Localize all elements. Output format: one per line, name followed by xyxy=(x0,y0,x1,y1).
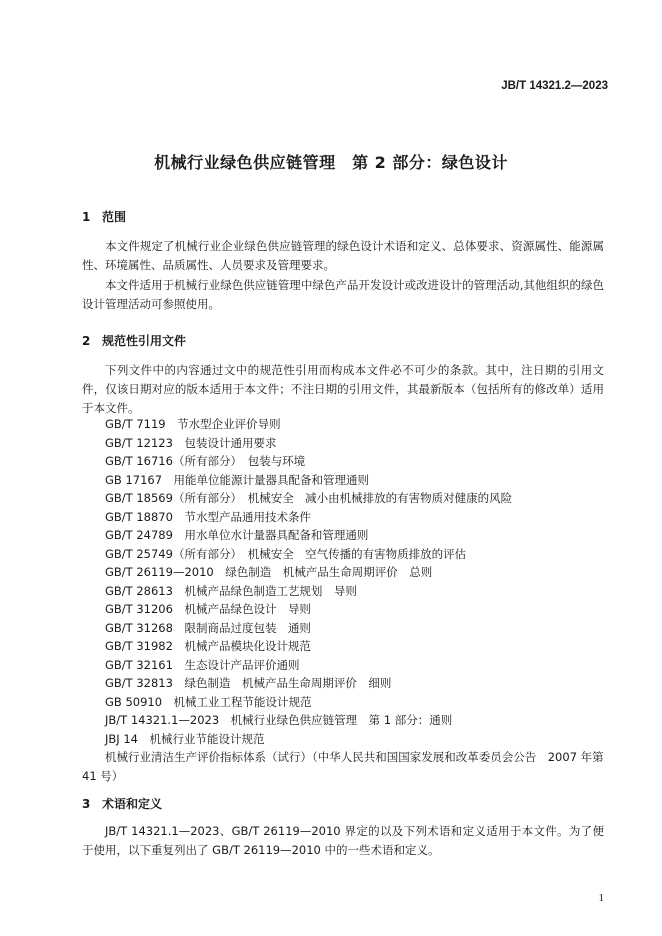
section-number: 3 xyxy=(82,797,91,811)
reference-item: GB/T 26119—2010 绿色制造 机械产品生命周期评价 总则 xyxy=(105,565,433,579)
reference-item: JB/T 14321.1—2023 机械行业绿色供应链管理 第 1 部分：通则 xyxy=(105,713,453,727)
scope-paragraph-1: 本文件规定了机械行业企业绿色供应链管理的绿色设计术语和定义、总体要求、资源属性、能源属性、环境属性、品质属性、人员要求及管理要求。 xyxy=(82,239,604,272)
reference-list xyxy=(82,415,604,785)
section-number: 2 xyxy=(82,334,91,348)
reference-item: GB/T 31206 机械产品绿色设计 导则 xyxy=(105,602,311,616)
reference-item: JBJ 14 机械行业节能设计规范 xyxy=(105,731,265,746)
reference-item: GB/T 18870 节水型产品通用技术条件 xyxy=(105,509,311,524)
section-title: 术语和定义 xyxy=(102,797,163,811)
scope-paragraph-2: 本文件适用于机械行业绿色供应链管理中绿色产品开发设计或改进设计的管理活动,其他组织的绿色设计管理活动可参照使用。 xyxy=(82,278,604,311)
section-title: 规范性引用文件 xyxy=(102,334,187,348)
normative-intro: 下列文件中的内容通过文中的规范性引用而构成本文件必不可少的条款。其中，注日期的引用文件，仅该日期对应的版本适用于本文件；不注日期的引用文件，其最新版本（包括所有的修改单）适用于本文件。 xyxy=(82,363,604,415)
document-title: 机械行业绿色供应链管理 第 2 部分：绿色设计 xyxy=(154,153,508,172)
reference-item: GB/T 31982 机械产品模块化设计规范 xyxy=(105,639,311,653)
reference-item: GB/T 25749（所有部分） 机械安全 空气传播的有害物质排放的评估 xyxy=(105,546,467,561)
reference-item: GB/T 18569（所有部分） 机械安全 减小由机械排放的有害物质对健康的风险 xyxy=(105,491,513,505)
reference-item: GB 50910 机械工业工程节能设计规范 xyxy=(105,694,312,709)
reference-item: GB/T 16716（所有部分） 包装与环境 xyxy=(105,454,306,468)
reference-item: GB/T 28613 机械产品绿色制造工艺规划 导则 xyxy=(105,583,357,598)
section-1-heading xyxy=(82,208,126,225)
standard-code: JB/T 14321.2—2023 xyxy=(501,80,608,92)
reference-item: GB/T 12123 包装设计通用要求 xyxy=(105,435,277,450)
reference-item: GB/T 7119 节水型企业评价导则 xyxy=(105,417,281,431)
reference-item: 机械行业清洁生产评价指标体系（试行）（中华人民共和国国家发展和改革委员会公告 2007 年第 41 号） xyxy=(82,750,604,783)
page-number: 1 xyxy=(598,892,604,904)
reference-item: GB/T 32813 绿色制造 机械产品生命周期评价 细则 xyxy=(105,676,392,690)
reference-item: GB/T 32161 生态设计产品评价通则 xyxy=(105,657,300,672)
section-number: 1 xyxy=(82,210,91,224)
reference-item: GB 17167 用能单位能源计量器具配备和管理通则 xyxy=(105,472,370,487)
terms-paragraph: JB/T 14321.1—2023、GB/T 26119—2010 界定的以及下列术语和定义适用于本文件。为了便于使用，以下重复列出了 GB/T 26119—2010 中的一些术语和定义。 xyxy=(82,824,604,857)
section-3-heading xyxy=(82,795,162,812)
reference-item: GB/T 31268 限制商品过度包装 通则 xyxy=(105,620,311,635)
section-title: 范围 xyxy=(102,210,127,224)
section-2-heading xyxy=(82,332,186,349)
reference-item: GB/T 24789 用水单位水计量器具配备和管理通则 xyxy=(105,528,369,542)
